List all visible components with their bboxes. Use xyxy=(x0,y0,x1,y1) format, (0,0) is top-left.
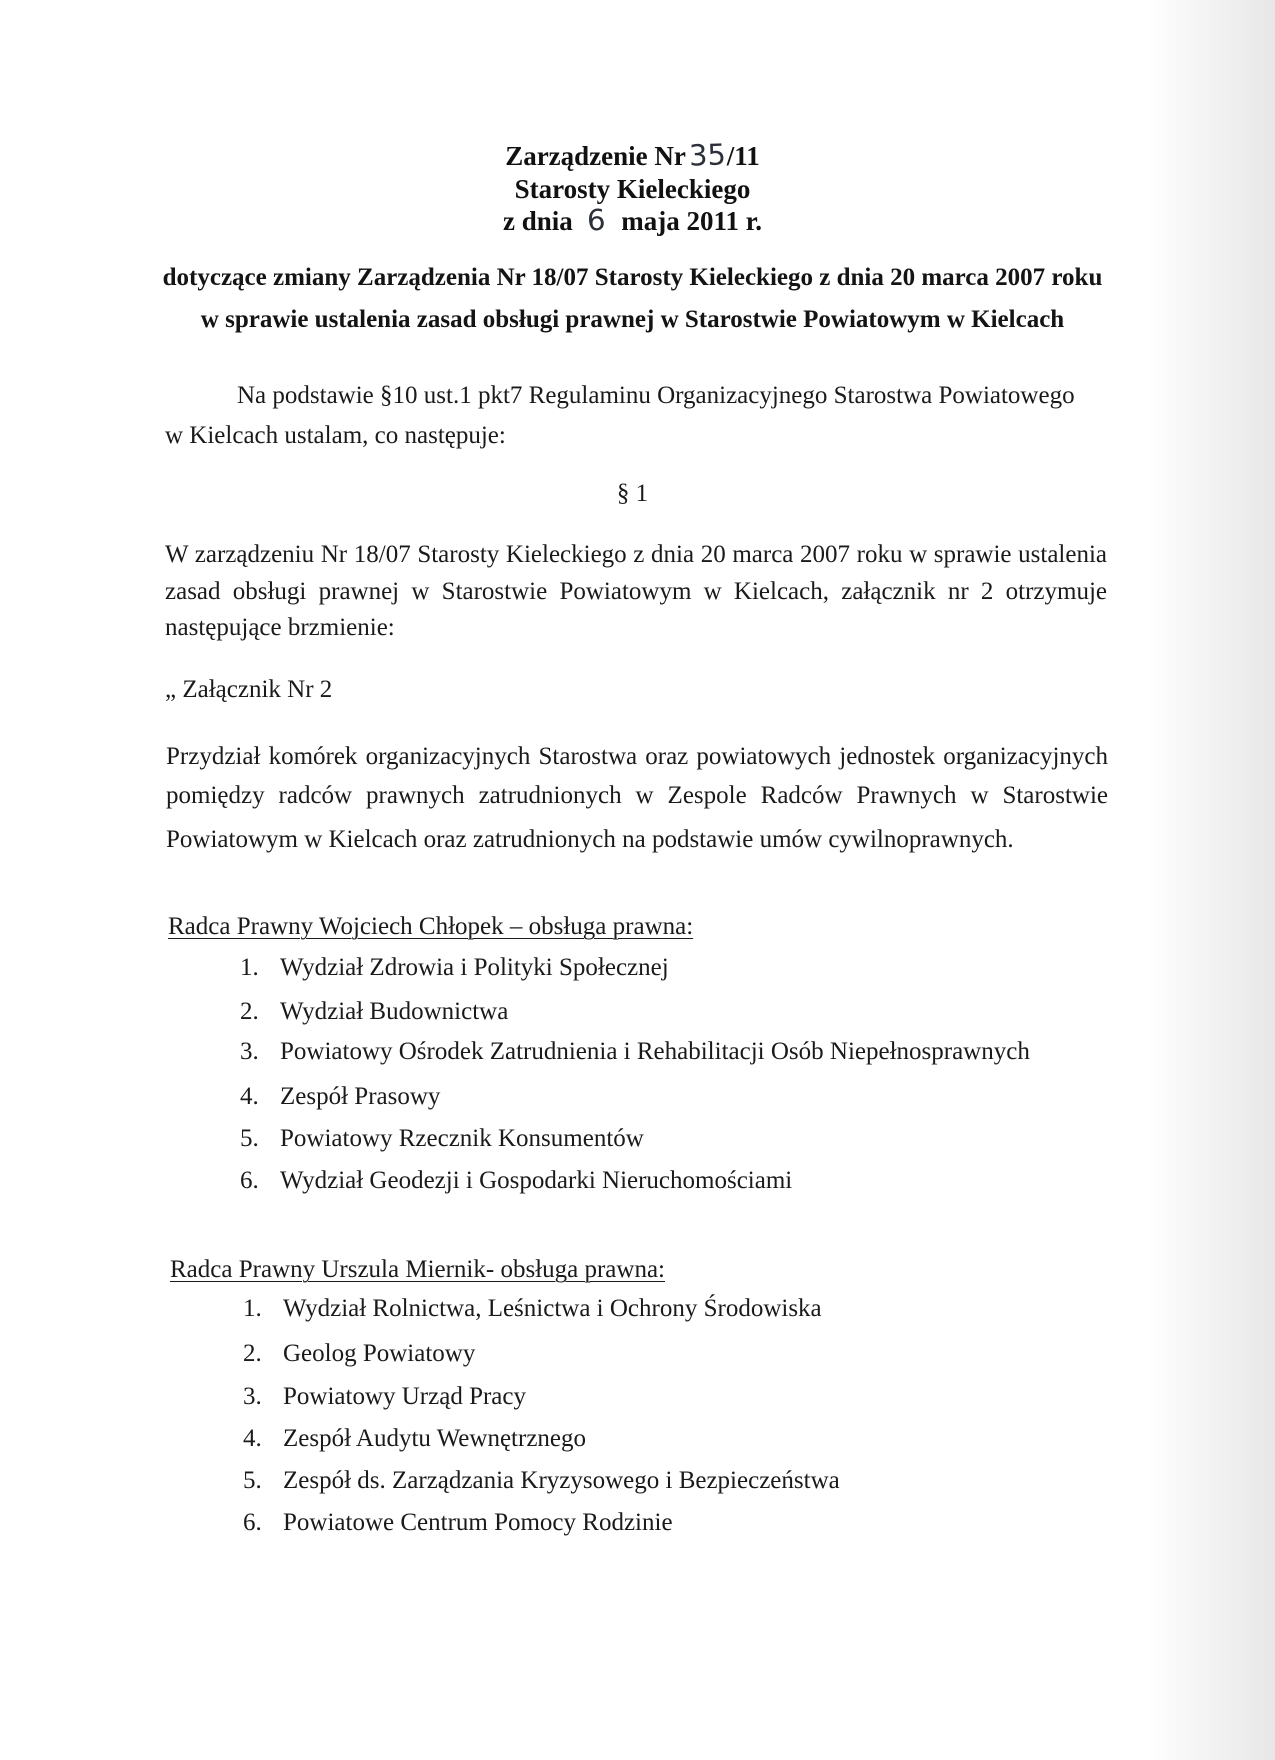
list-item xyxy=(240,997,509,1027)
item-text: Wydział Geodezji i Gospodarki Nieruchomościami xyxy=(280,1167,793,1194)
handwritten-order-number: 35 xyxy=(688,137,727,173)
section-text-line-3: następujące brzmienie: xyxy=(165,614,395,641)
attachment-heading: „ Załącznik Nr 2 xyxy=(165,676,333,703)
attachment-intro-line-1: Przydział komórek organizacyjnych Starostwa oraz powiatowych jednostek organizacyjnych xyxy=(166,743,1108,770)
list-item xyxy=(243,1466,840,1496)
list-item xyxy=(240,1124,644,1154)
subject-line-2: w sprawie ustalenia zasad obsługi prawnej w Starostwie Powiatowym w Kielcach xyxy=(200,306,1065,333)
item-text: Zespół ds. Zarządzania Kryzysowego i Bezpieczeństwa xyxy=(283,1467,840,1494)
item-number: 1. xyxy=(243,1295,262,1322)
counsel-heading-miernik: Radca Prawny Urszula Miernik- obsługa prawna: xyxy=(170,1256,665,1283)
list-item xyxy=(243,1339,476,1369)
list-item xyxy=(243,1382,526,1412)
item-number: 5. xyxy=(243,1467,262,1494)
attachment-intro-line-3: Powiatowym w Kielcach oraz zatrudnionych na podstawie umów cywilnoprawnych. xyxy=(166,826,1014,853)
item-number: 4. xyxy=(240,1083,259,1110)
list-item xyxy=(243,1294,822,1324)
section-mark: § 1 xyxy=(616,480,649,507)
item-number: 4. xyxy=(243,1425,262,1452)
item-text: Zespół Prasowy xyxy=(280,1083,441,1110)
order-title-line xyxy=(0,139,1265,172)
list-item xyxy=(240,1082,441,1112)
item-number: 1. xyxy=(240,954,259,981)
item-number: 2. xyxy=(243,1340,262,1367)
item-number: 2. xyxy=(240,998,259,1025)
item-text: Powiatowy Rzecznik Konsumentów xyxy=(280,1125,644,1152)
item-number: 6. xyxy=(243,1509,262,1536)
item-text: Zespół Audytu Wewnętrznego xyxy=(283,1425,587,1452)
item-number: 3. xyxy=(243,1383,262,1410)
item-text: Wydział Rolnictwa, Leśnictwa i Ochrony Środowiska xyxy=(283,1295,822,1322)
date-prefix: z dnia xyxy=(503,206,573,236)
legal-basis-line-1: Na podstawie §10 ust.1 pkt7 Regulaminu Organizacyjnego Starostwa Powiatowego xyxy=(237,382,1075,409)
list-item xyxy=(243,1424,587,1454)
item-text: Powiatowe Centrum Pomocy Rodzinie xyxy=(283,1509,673,1536)
list-item xyxy=(240,953,669,983)
section-text-line-1: W zarządzeniu Nr 18/07 Starosty Kieleckiego z dnia 20 marca 2007 roku w sprawie ustalenia xyxy=(165,541,1107,568)
list-item xyxy=(243,1508,673,1538)
order-date-line xyxy=(0,204,1265,237)
item-number: 6. xyxy=(240,1167,259,1194)
list-item xyxy=(240,1166,793,1196)
item-number: 3. xyxy=(240,1038,259,1065)
item-text: Powiatowy Urząd Pracy xyxy=(283,1383,526,1410)
item-text: Powiatowy Ośrodek Zatrudnienia i Rehabilitacji Osób Niepełnosprawnych xyxy=(280,1038,1030,1065)
date-suffix: maja 2011 r. xyxy=(621,206,762,236)
attachment-intro-line-2: pomiędzy radców prawnych zatrudnionych w Zespole Radców Prawnych w Starostwie xyxy=(166,782,1108,809)
order-issuer: Starosty Kieleckiego xyxy=(514,174,751,204)
subject-line-1: dotyczące zmiany Zarządzenia Nr 18/07 Starosty Kieleckiego z dnia 20 marca 2007 roku xyxy=(162,264,1103,291)
handwritten-date-day: 6 xyxy=(586,202,606,238)
item-number: 5. xyxy=(240,1125,259,1152)
item-text: Wydział Budownictwa xyxy=(280,998,509,1025)
item-text: Geolog Powiatowy xyxy=(283,1340,476,1367)
legal-basis-line-2: w Kielcach ustalam, co następuje: xyxy=(165,422,506,449)
counsel-heading-chlopek: Radca Prawny Wojciech Chłopek – obsługa prawna: xyxy=(168,913,694,940)
item-text: Wydział Zdrowia i Polityki Społecznej xyxy=(280,954,669,981)
section-text-line-2: zasad obsługi prawnej w Starostwie Powiatowym w Kielcach, załącznik nr 2 otrzymuje xyxy=(165,578,1107,605)
order-suffix: /11 xyxy=(726,141,760,171)
order-label: Zarządzenie Nr xyxy=(505,141,686,171)
list-item xyxy=(240,1037,1030,1067)
